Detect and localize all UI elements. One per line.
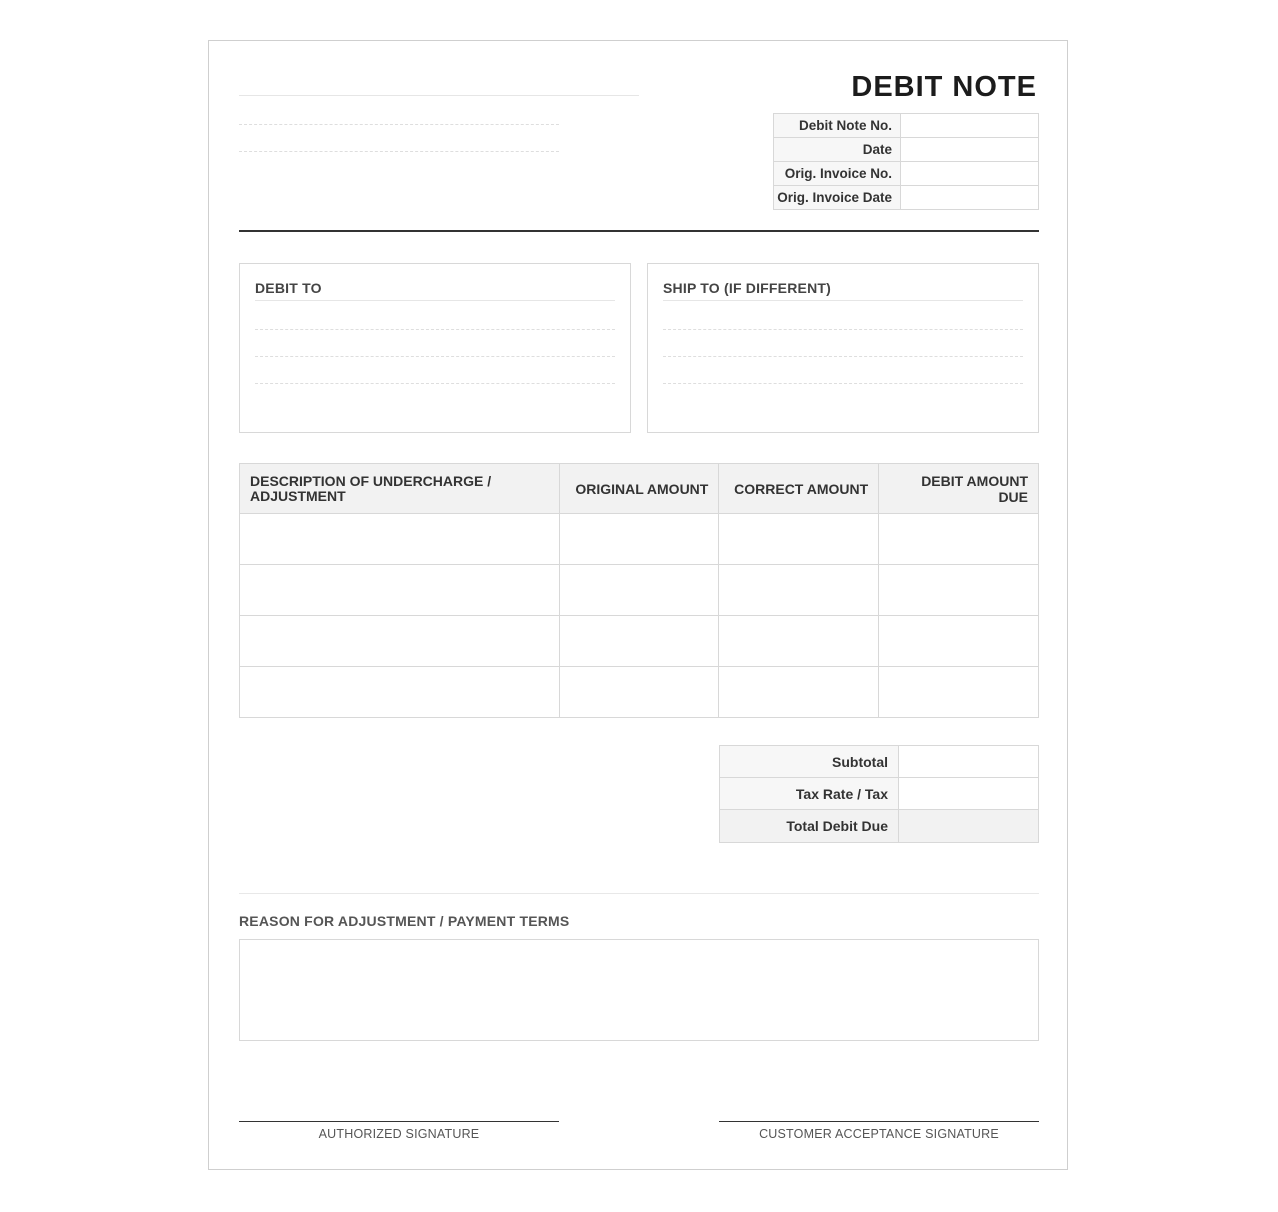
table-row — [240, 565, 1039, 616]
meta-field-note-no[interactable] — [901, 114, 1039, 138]
cell-debit-amount-due[interactable] — [879, 565, 1039, 616]
column-header-original-amount: ORIGINAL AMOUNT — [559, 464, 719, 514]
cell-correct-amount[interactable] — [719, 514, 879, 565]
meta-row-date — [774, 138, 1039, 162]
adjustment-items-table — [239, 463, 1039, 718]
cell-description[interactable] — [240, 514, 560, 565]
header-divider — [239, 230, 1039, 232]
tax-row — [720, 778, 1039, 810]
meta-label-orig-invoice-date: Orig. Invoice Date — [774, 186, 901, 210]
cell-correct-amount[interactable] — [719, 565, 879, 616]
debit-to-line-1[interactable] — [255, 329, 615, 330]
cell-original-amount[interactable] — [559, 514, 719, 565]
debit-to-line-3[interactable] — [255, 383, 615, 384]
subtotal-label: Subtotal — [720, 746, 899, 778]
tax-label: Tax Rate / Tax — [720, 778, 899, 810]
document-meta-table — [773, 113, 1039, 210]
authorized-signature-label: AUTHORIZED SIGNATURE — [318, 1127, 480, 1141]
meta-row-orig-invoice-date — [774, 186, 1039, 210]
subtotal-row — [720, 746, 1039, 778]
cell-original-amount[interactable] — [559, 667, 719, 718]
cell-description[interactable] — [240, 565, 560, 616]
debit-to-line-2[interactable] — [255, 356, 615, 357]
column-header-debit-amount-due: DEBIT AMOUNT DUE — [879, 464, 1039, 514]
ship-to-line-3[interactable] — [663, 383, 1023, 384]
cell-description[interactable] — [240, 616, 560, 667]
column-header-description: DESCRIPTION OF UNDERCHARGE / ADJUSTMENT — [240, 464, 560, 514]
meta-label-date: Date — [774, 138, 901, 162]
meta-row-note-no — [774, 114, 1039, 138]
company-address-line-2 — [239, 151, 559, 152]
cell-original-amount[interactable] — [559, 565, 719, 616]
company-address-line-1 — [239, 124, 559, 125]
cell-debit-amount-due[interactable] — [879, 667, 1039, 718]
ship-to-box — [647, 263, 1039, 433]
cell-debit-amount-due[interactable] — [879, 616, 1039, 667]
meta-field-orig-invoice-date[interactable] — [901, 186, 1039, 210]
meta-label-note-no: Debit Note No. — [774, 114, 901, 138]
customer-signature-line[interactable] — [719, 1121, 1039, 1122]
reason-label: REASON FOR ADJUSTMENT / PAYMENT TERMS — [239, 913, 570, 929]
reason-textarea[interactable] — [239, 939, 1039, 1041]
customer-signature-label: CUSTOMER ACCEPTANCE SIGNATURE — [759, 1127, 999, 1141]
cell-description[interactable] — [240, 667, 560, 718]
cell-original-amount[interactable] — [559, 616, 719, 667]
page-title: DEBIT NOTE — [851, 71, 1037, 103]
debit-note-page — [208, 40, 1068, 1170]
table-row — [240, 514, 1039, 565]
table-row — [240, 667, 1039, 718]
debit-to-box — [239, 263, 631, 433]
ship-to-title-underline — [663, 300, 1023, 301]
cell-correct-amount[interactable] — [719, 667, 879, 718]
total-debit-due-field[interactable] — [899, 810, 1039, 843]
cell-debit-amount-due[interactable] — [879, 514, 1039, 565]
section-divider — [239, 893, 1039, 894]
column-header-correct-amount: CORRECT AMOUNT — [719, 464, 879, 514]
meta-row-orig-invoice-no — [774, 162, 1039, 186]
authorized-signature-line[interactable] — [239, 1121, 559, 1122]
ship-to-line-2[interactable] — [663, 356, 1023, 357]
total-row — [720, 810, 1039, 843]
ship-to-title: SHIP TO (IF DIFFERENT) — [663, 280, 831, 296]
totals-table — [719, 745, 1039, 843]
subtotal-field[interactable] — [899, 746, 1039, 778]
ship-to-line-1[interactable] — [663, 329, 1023, 330]
debit-to-title-underline — [255, 300, 615, 301]
table-row — [240, 616, 1039, 667]
tax-field[interactable] — [899, 778, 1039, 810]
debit-to-title: DEBIT TO — [255, 280, 322, 296]
meta-label-orig-invoice-no: Orig. Invoice No. — [774, 162, 901, 186]
meta-field-date[interactable] — [901, 138, 1039, 162]
company-name-line — [239, 95, 639, 96]
cell-correct-amount[interactable] — [719, 616, 879, 667]
meta-field-orig-invoice-no[interactable] — [901, 162, 1039, 186]
total-debit-due-label: Total Debit Due — [720, 810, 899, 843]
table-header-row — [240, 464, 1039, 514]
